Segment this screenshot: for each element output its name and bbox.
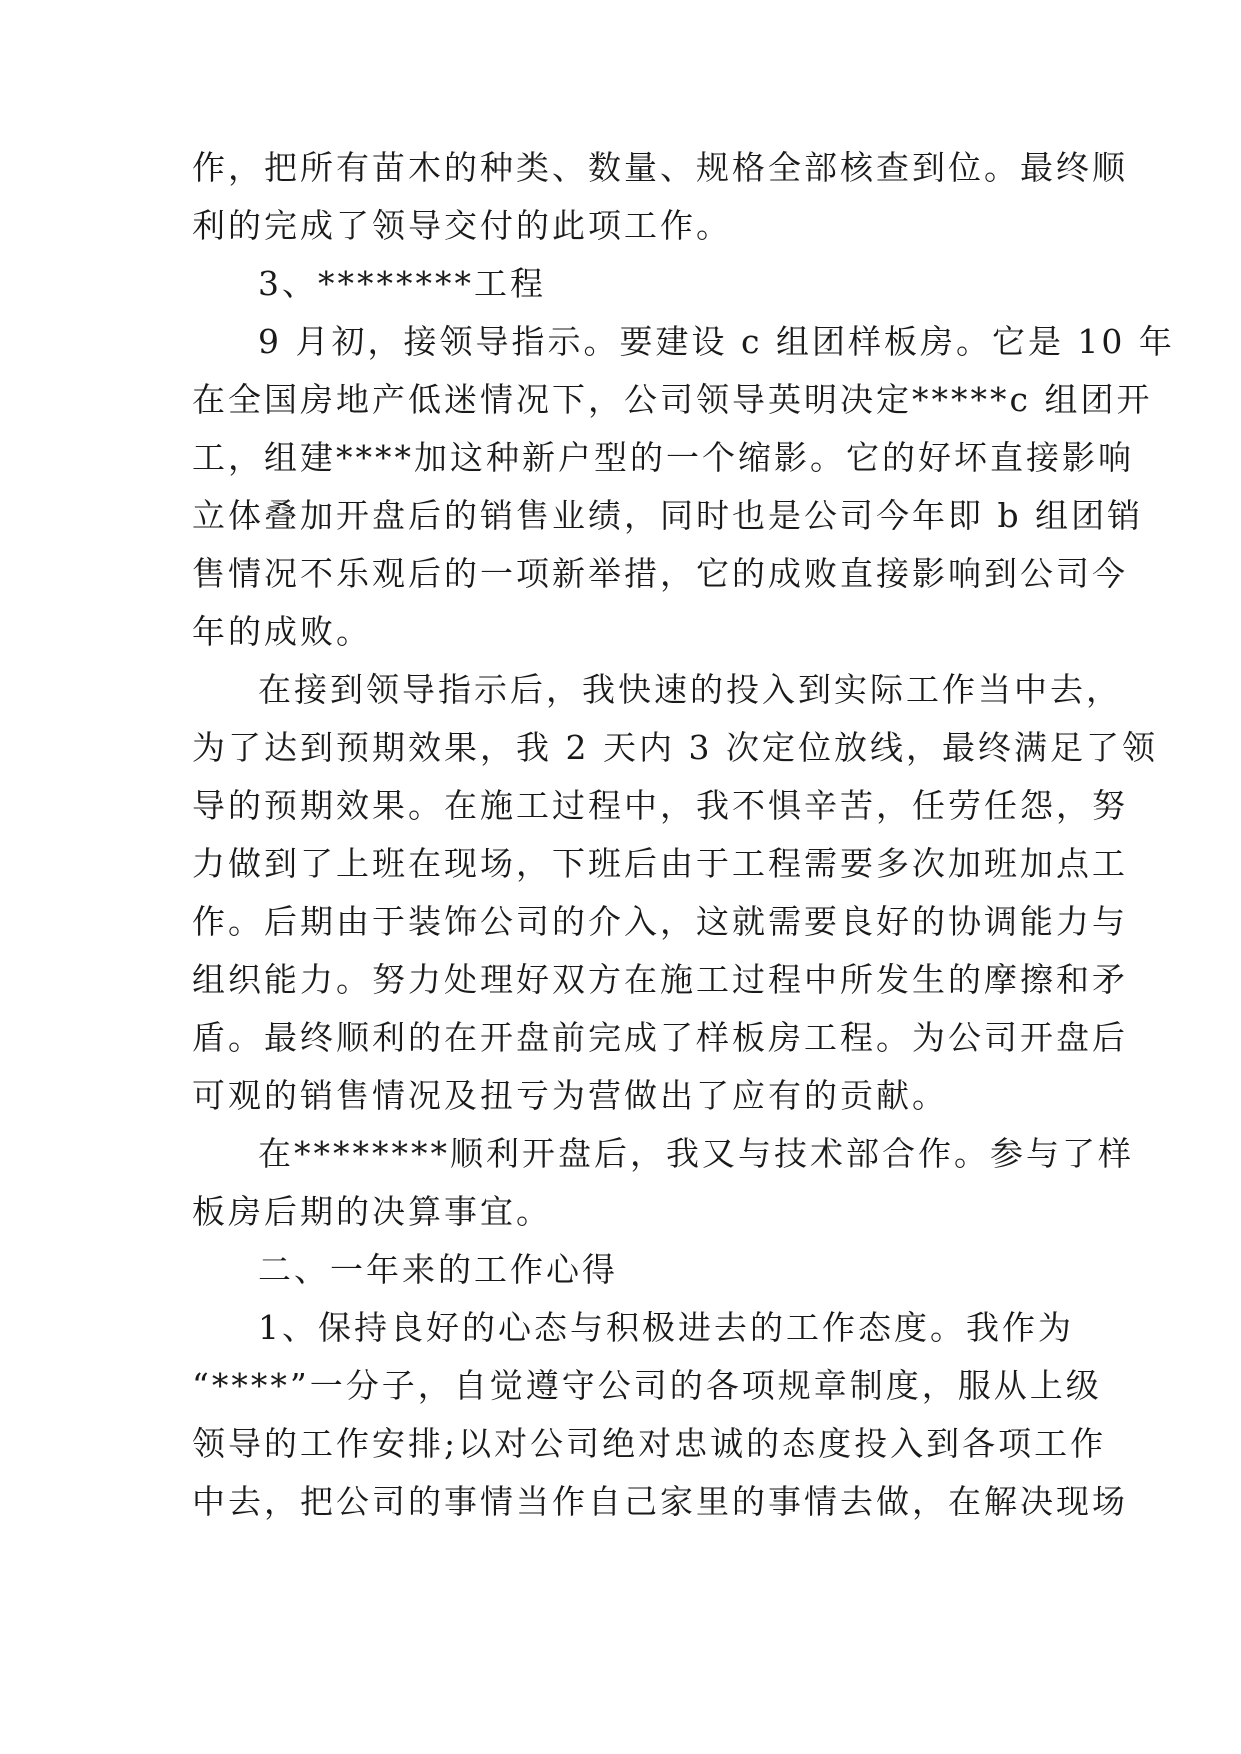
- text-line: 领导的工作安排;以对公司绝对忠诚的态度投入到各项工作: [192, 1424, 1107, 1463]
- text-line: 售情况不乐观后的一项新举措，它的成败直接影响到公司今: [192, 554, 1128, 593]
- text-line: 9 月初，接领导指示。要建设 c 组团样板房。它是 10 年: [258, 322, 1175, 361]
- text-line: “****”一分子，自觉遵守公司的各项规章制度，服从上级: [192, 1366, 1102, 1405]
- section-heading: 二、一年来的工作心得: [258, 1250, 618, 1289]
- text-line: 年的成败。: [192, 612, 372, 651]
- text-line: 工，组建****加这种新户型的一个缩影。它的好坏直接影响: [192, 438, 1134, 477]
- text-line: 作。后期由于装饰公司的介入，这就需要良好的协调能力与: [192, 902, 1128, 941]
- text-line: 盾。最终顺利的在开盘前完成了样板房工程。为公司开盘后: [192, 1018, 1128, 1057]
- text-line: 1、保持良好的心态与积极进去的工作态度。我作为: [258, 1308, 1074, 1347]
- text-line: 在全国房地产低迷情况下，公司领导英明决定*****c 组团开: [192, 380, 1153, 419]
- text-line: 板房后期的决算事宜。: [192, 1192, 552, 1231]
- text-line: 中去，把公司的事情当作自己家里的事情去做，在解决现场: [192, 1482, 1128, 1521]
- text-line: 为了达到预期效果，我 2 天内 3 次定位放线，最终满足了领: [192, 728, 1158, 767]
- text-line: 可观的销售情况及扭亏为营做出了应有的贡献。: [192, 1076, 948, 1115]
- text-line: 导的预期效果。在施工过程中，我不惧辛苦，任劳任怨，努: [192, 786, 1128, 825]
- text-line: 力做到了上班在现场，下班后由于工程需要多次加班加点工: [192, 844, 1128, 883]
- text-line: 立体叠加开盘后的销售业绩，同时也是公司今年即 b 组团销: [192, 496, 1144, 535]
- text-line: 组织能力。努力处理好双方在施工过程中所发生的摩擦和矛: [192, 960, 1128, 999]
- text-line: 在接到领导指示后，我快速的投入到实际工作当中去，: [258, 670, 1122, 709]
- text-line: 作，把所有苗木的种类、数量、规格全部核查到位。最终顺: [192, 148, 1128, 187]
- text-line: 在********顺利开盘后，我又与技术部合作。参与了样: [258, 1134, 1134, 1173]
- text-line: 利的完成了领导交付的此项工作。: [192, 206, 732, 245]
- section-heading: 3、********工程: [258, 264, 546, 303]
